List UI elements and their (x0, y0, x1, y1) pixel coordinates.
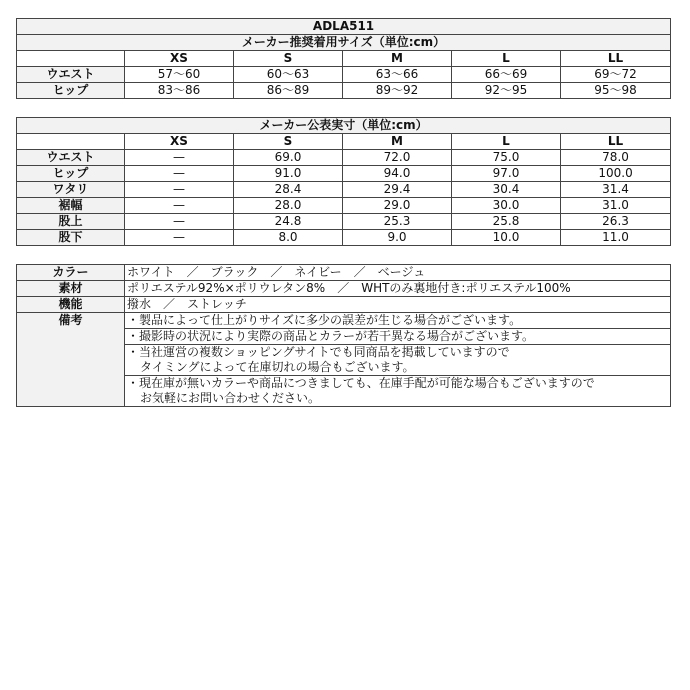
table-row (17, 313, 671, 329)
table-cell: 100.0 (561, 166, 671, 182)
table-cell: 92〜95 (452, 83, 561, 99)
note-text: ・当社運営の複数ショッピングサイトでも同商品を掲載していますので (127, 345, 510, 359)
note-item (125, 329, 671, 345)
size-header-m: M (343, 134, 452, 150)
table-cell: 30.4 (452, 182, 561, 198)
table-cell: 60〜63 (234, 67, 343, 83)
color-label: カラー (17, 265, 125, 281)
table-cell: 66〜69 (452, 67, 561, 83)
table-cell: 24.8 (234, 214, 343, 230)
table-cell: 31.4 (561, 182, 671, 198)
table-cell: 83〜86 (125, 83, 234, 99)
table-cell: — (125, 214, 234, 230)
table-row (17, 230, 671, 246)
note-item (125, 313, 671, 329)
table-cell: 97.0 (452, 166, 561, 182)
product-code: ADLA511 (17, 19, 671, 35)
actual-size-table (16, 117, 671, 246)
table-cell: — (125, 230, 234, 246)
table-cell: 31.0 (561, 198, 671, 214)
note-text: ・撮影時の状況により実際の商品とカラーが若干異なる場合がございます。 (127, 329, 535, 343)
table-cell: 28.4 (234, 182, 343, 198)
table-cell: 57〜60 (125, 67, 234, 83)
table-cell: 25.8 (452, 214, 561, 230)
table-cell: 89〜92 (343, 83, 452, 99)
row-label-hem-width: 裾幅 (17, 198, 125, 214)
table-cell: 11.0 (561, 230, 671, 246)
corner-cell (17, 134, 125, 150)
note-item (125, 376, 671, 407)
row-label-inseam: 股下 (17, 230, 125, 246)
table-cell: 69.0 (234, 150, 343, 166)
size-header-ll: LL (561, 134, 671, 150)
size-header-m: M (343, 51, 452, 67)
table-cell: — (125, 182, 234, 198)
color-value: ホワイト ／ ブラック ／ ネイビー ／ ベージュ (125, 265, 671, 281)
row-label-thigh: ワタリ (17, 182, 125, 198)
note-text-continued: タイミングによって在庫切れの場合もございます。 (140, 360, 415, 374)
notes-label: 備考 (17, 313, 125, 407)
table-cell: 63〜66 (343, 67, 452, 83)
table-cell: 30.0 (452, 198, 561, 214)
size-header-s: S (234, 134, 343, 150)
row-label-waist: ウエスト (17, 150, 125, 166)
size-header-xs: XS (125, 134, 234, 150)
table-row (17, 265, 671, 281)
row-label-rise: 股上 (17, 214, 125, 230)
size-header-l: L (452, 134, 561, 150)
row-label-waist: ウエスト (17, 67, 125, 83)
product-details-table (16, 264, 671, 407)
table-row (17, 83, 671, 99)
table-cell: 75.0 (452, 150, 561, 166)
table-cell: 28.0 (234, 198, 343, 214)
table-cell: — (125, 198, 234, 214)
size-header-xs: XS (125, 51, 234, 67)
table-cell: 26.3 (561, 214, 671, 230)
size-header-l: L (452, 51, 561, 67)
table-cell: 72.0 (343, 150, 452, 166)
note-text: ・製品によって仕上がりサイズに多少の誤差が生じる場合がございます。 (127, 313, 522, 327)
table-cell: — (125, 166, 234, 182)
function-value: 撥水 ／ ストレッチ (125, 297, 671, 313)
table-row (17, 297, 671, 313)
table-cell: 29.0 (343, 198, 452, 214)
table-cell: 86〜89 (234, 83, 343, 99)
size-header-s: S (234, 51, 343, 67)
table-row (17, 214, 671, 230)
table-cell: 95〜98 (561, 83, 671, 99)
table-row (17, 182, 671, 198)
row-label-hip: ヒップ (17, 83, 125, 99)
table-cell: 25.3 (343, 214, 452, 230)
recommended-size-table (16, 18, 671, 99)
table-row (17, 67, 671, 83)
material-value: ポリエステル92%×ポリウレタン8% ／ WHTのみ裏地付き:ポリエステル100% (125, 281, 671, 297)
note-text: ・現在庫が無いカラーや商品につきましても、在庫手配が可能な場合もございますので (127, 376, 595, 390)
table-cell: 29.4 (343, 182, 452, 198)
table-cell: 9.0 (343, 230, 452, 246)
table-cell: 69〜72 (561, 67, 671, 83)
note-text-continued: お気軽にお問い合わせください。 (140, 391, 321, 405)
recommended-size-title: メーカー推奨着用サイズ（単位:cm） (17, 35, 671, 51)
table-cell: — (125, 150, 234, 166)
table-cell: 8.0 (234, 230, 343, 246)
function-label: 機能 (17, 297, 125, 313)
material-label: 素材 (17, 281, 125, 297)
row-label-hip: ヒップ (17, 166, 125, 182)
corner-cell (17, 51, 125, 67)
note-item (125, 345, 671, 376)
actual-size-title: メーカー公表実寸（単位:cm） (17, 118, 671, 134)
table-row (17, 150, 671, 166)
table-row (17, 281, 671, 297)
table-cell: 78.0 (561, 150, 671, 166)
size-header-ll: LL (561, 51, 671, 67)
table-cell: 91.0 (234, 166, 343, 182)
table-cell: 94.0 (343, 166, 452, 182)
table-row (17, 166, 671, 182)
table-cell: 10.0 (452, 230, 561, 246)
table-row (17, 198, 671, 214)
